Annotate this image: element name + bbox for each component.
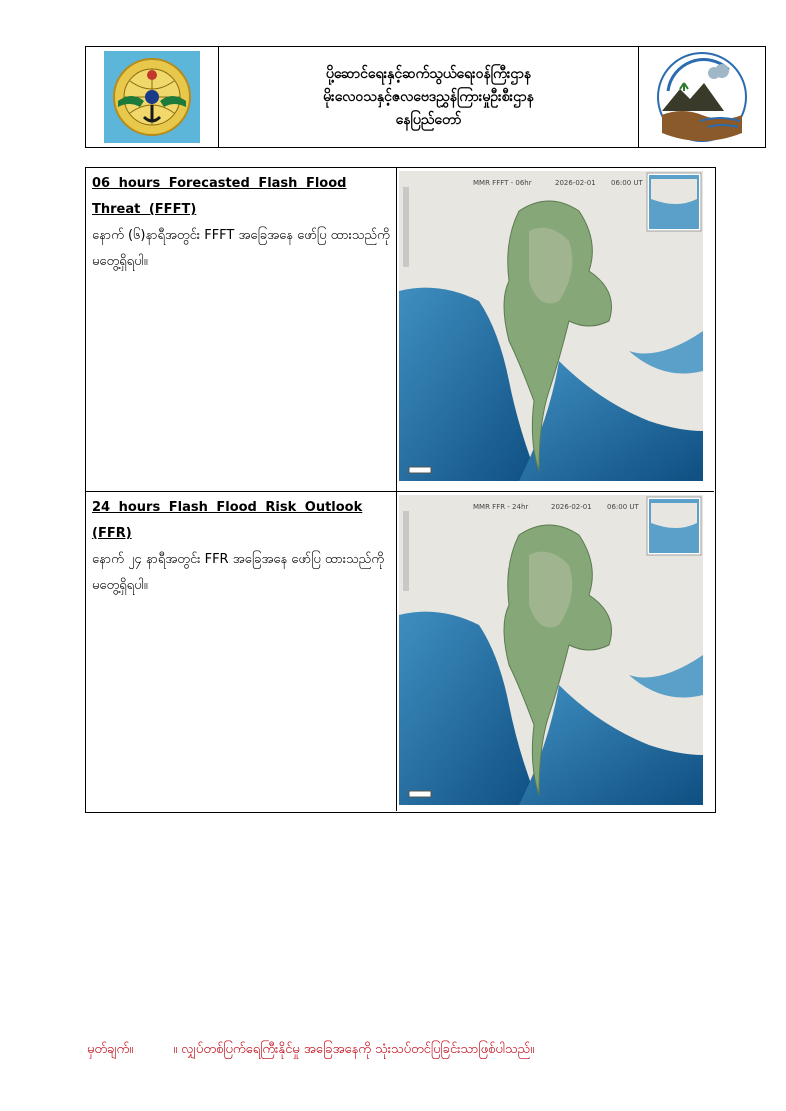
table-row — [86, 492, 714, 811]
ffft-description: နောက် (၆)နာရီအတွင်း FFFT အခြေအနေ ဖော်ပြ ထားသည်ကို မတွေ့ရှိရပါ။ — [92, 228, 390, 269]
ffr-map — [399, 495, 703, 805]
ministry-logo — [104, 51, 200, 143]
header-line-ministry: ပို့ဆောင်ရေးနှင့်ဆက်သွယ်ရေးဝန်ကြီးဌာန — [325, 65, 532, 82]
ffft-map-label: MMR FFFT - 06hr — [473, 179, 532, 187]
document-header — [85, 46, 766, 148]
ffft-title: 06 hours Forecasted Flash Flood Threat (FFFT) — [92, 176, 347, 217]
ffft-map — [399, 171, 703, 481]
footer-text: ။ လျှပ်တစ်ပြက်ရေကြီးနိုင်မှု အခြေအနေကို သုံးသပ်တင်ပြခြင်းသာဖြစ်ပါသည်။ — [173, 1042, 535, 1057]
ffr-title: 24 hours Flash Flood Risk Outlook (FFR) — [92, 500, 363, 541]
ffr-map-date: 2026-02-01 — [551, 503, 592, 511]
footer-label: မှတ်ချက်။ — [87, 1042, 134, 1057]
ffr-text-cell — [86, 492, 397, 811]
footer-note — [87, 1041, 574, 1060]
ffr-map-time: 06:00 UT — [607, 503, 639, 511]
table-row — [86, 168, 714, 492]
ffft-map-time: 06:00 UT — [611, 179, 643, 187]
ffr-description: နောက် ၂၄ နာရီအတွင်း FFR အခြေအနေ ဖော်ပြ ထားသည်ကို မတွေ့ရှိရပါ။ — [92, 552, 384, 593]
ffft-map-date: 2026-02-01 — [555, 179, 596, 187]
header-line-department: မိုးလေဝသနှင့်ဇလဗေဒညွှန်ကြားမှုဦးစီးဌာန — [323, 88, 534, 105]
header-line-city: နေပြည်တော် — [395, 111, 462, 128]
water-cycle-logo — [654, 51, 750, 143]
header-logo-cell — [86, 47, 219, 147]
ffr-map-label: MMR FFR - 24hr — [473, 503, 529, 511]
header-title-cell — [219, 47, 639, 147]
ffr-map-cell — [399, 495, 703, 805]
forecast-table — [85, 167, 716, 813]
ffft-text-cell — [86, 168, 397, 491]
header-logo-right-cell — [639, 47, 765, 147]
ffft-map-cell — [399, 171, 703, 481]
